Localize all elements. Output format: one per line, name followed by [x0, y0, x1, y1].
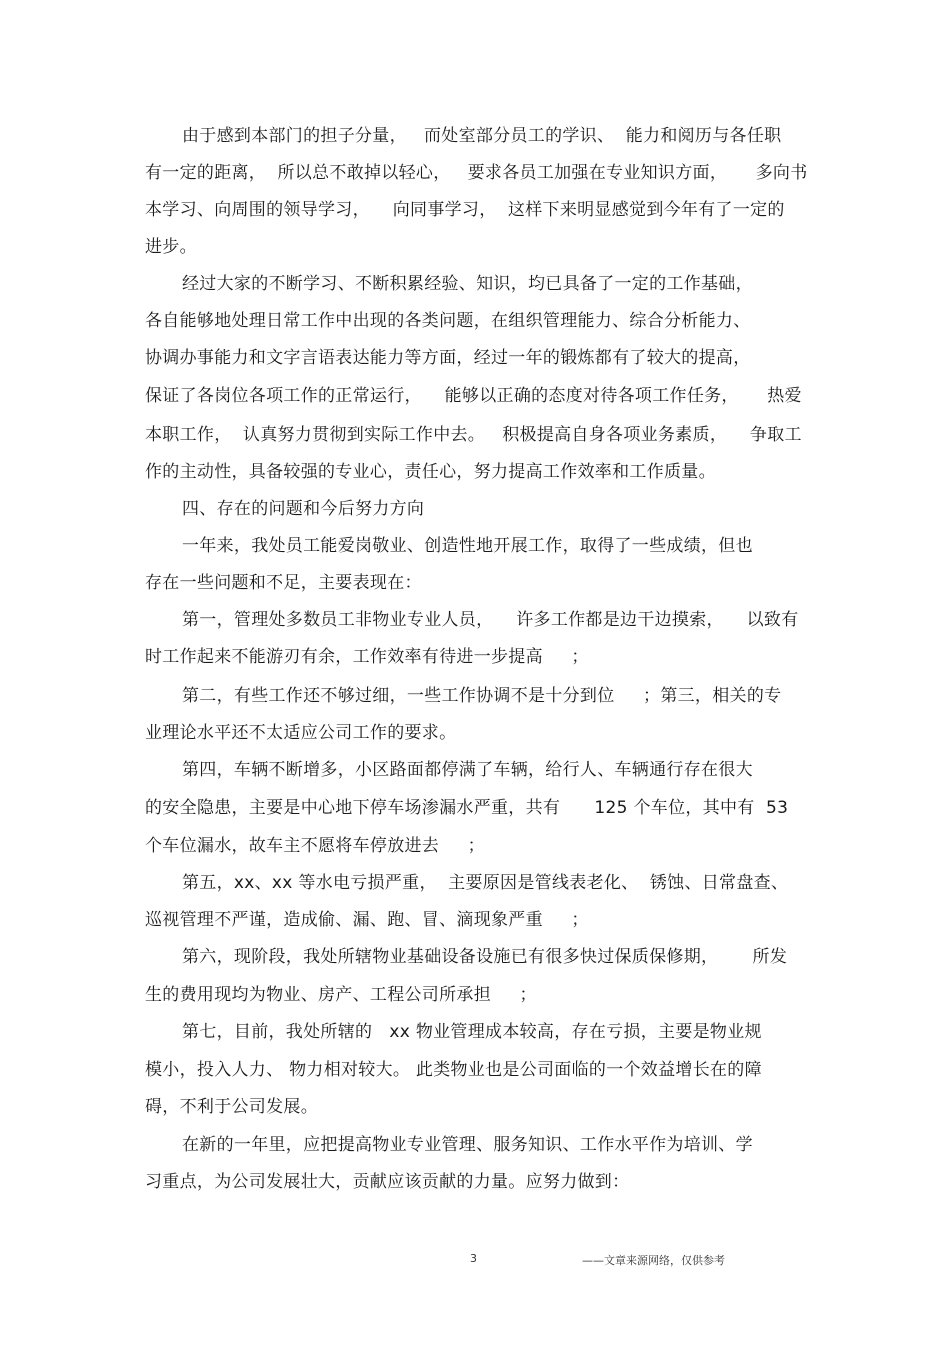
paragraph-line: 碍，不利于公司发展。 — [145, 1097, 318, 1117]
section-heading: 四、存在的问题和今后努力方向 — [182, 499, 425, 519]
paragraph-line: 由于感到本部门的担子分量， 而处室部分员工的学识、 能力和阅历与各任职 — [182, 126, 782, 146]
paragraph-line: 第四，车辆不断增多，小区路面都停满了车辆，给行人、车辆通行存在很大 — [182, 760, 753, 780]
paragraph-line: 时工作起来不能游刃有余，工作效率有待进一步提高 ； — [145, 647, 589, 667]
paragraph-line: 业理论水平还不太适应公司工作的要求。 — [145, 723, 457, 743]
paragraph-line: 模小，投入人力、 物力相对较大。 此类物业也是公司面临的一个效益增长在的障 — [145, 1060, 762, 1080]
paragraph-line: 一年来，我处员工能爱岗敬业、创造性地开展工作，取得了一些成绩，但也 — [182, 536, 753, 556]
paragraph-line: 经过大家的不断学习、不断积累经验、知识，均已具备了一定的工作基础， — [182, 274, 753, 294]
paragraph-line: 本学习、向周围的领导学习， 向同事学习， 这样下来明显感觉到今年有了一定的 — [145, 200, 785, 220]
paragraph-line: 存在一些问题和不足，主要表现在： — [145, 573, 422, 593]
source-note: ——文章来源网络，仅供参考 — [582, 1254, 725, 1267]
page-number: 3 — [470, 1252, 477, 1265]
paragraph-line: 在新的一年里，应把提高物业专业管理、服务知识、工作水平作为培训、学 — [182, 1135, 753, 1155]
paragraph-line: 有一定的距离， 所以总不敢掉以轻心， 要求各员工加强在专业知识方面， 多向书 — [145, 163, 808, 183]
paragraph-line: 第一，管理处多数员工非物业专业人员， 许多工作都是边干边摸索， 以致有 — [182, 610, 799, 630]
paragraph-line: 生的费用现均为物业、房产、工程公司所承担 ； — [145, 985, 537, 1005]
paragraph-line: 本职工作， 认真努力贯彻到实际工作中去。 积极提高自身各项业务素质， 争取工 — [145, 425, 802, 445]
paragraph-line: 保证了各岗位各项工作的正常运行， 能够以正确的态度对待各项工作任务， 热爱 — [145, 386, 802, 406]
paragraph-line: 第七，目前，我处所辖的 xx 物业管理成本较高，存在亏损，主要是物业规 — [182, 1022, 762, 1042]
paragraph-line: 巡视管理不严谨，造成偷、漏、跑、冒、滴现象严重 ； — [145, 910, 589, 930]
paragraph-line: 的安全隐患，主要是中心地下停车场渗漏水严重，共有 125 个车位，其中有 53 — [145, 798, 789, 818]
paragraph-line: 进步。 — [145, 237, 197, 257]
paragraph-line: 习重点，为公司发展壮大，贡献应该贡献的力量。应努力做到： — [145, 1172, 630, 1192]
paragraph-line: 各自能够地处理日常工作中出现的各类问题，在组织管理能力、综合分析能力、 — [145, 311, 751, 331]
paragraph-line: 个车位漏水，故车主不愿将车停放进去 ； — [145, 836, 485, 856]
paragraph-line: 第六，现阶段，我处所辖物业基础设备设施已有很多快过保质保修期， 所发 — [182, 947, 788, 967]
paragraph-line: 第五，xx、xx 等水电亏损严重， 主要原因是管线表老化、 锈蚀、日常盘查、 — [182, 873, 789, 893]
paragraph-line: 作的主动性，具备较强的专业心，责任心，努力提高工作效率和工作质量。 — [145, 462, 716, 482]
paragraph-line: 第二，有些工作还不够过细，一些工作协调不是十分到位 ；第三，相关的专 — [182, 686, 782, 706]
paragraph-line: 协调办事能力和文字言语表达能力等方面，经过一年的锻炼都有了较大的提高， — [145, 348, 751, 368]
